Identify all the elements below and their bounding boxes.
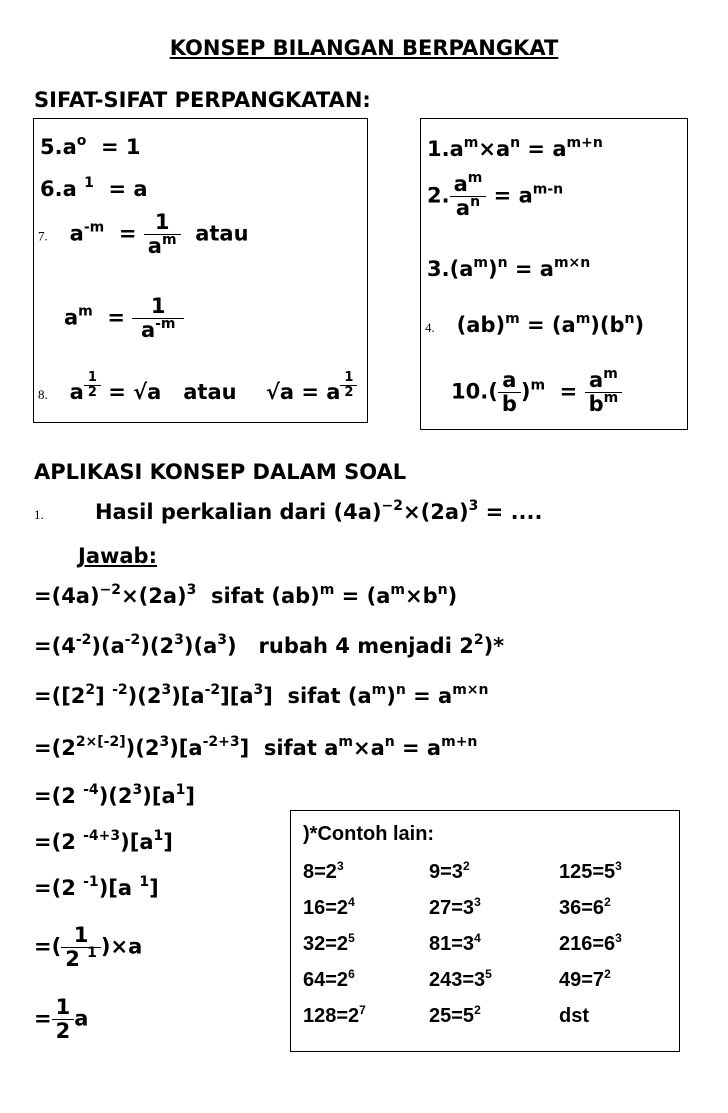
prop-6: 6.a $^1$ = a (40, 175, 148, 201)
contoh-cell: $27=3^3$ (429, 895, 481, 919)
step-6: =(2 $^{-4+3})[a^1]$ (34, 828, 173, 854)
jawab-label: Jawab: (78, 544, 157, 568)
contoh-cell: $36=6^2$ (559, 895, 611, 919)
right-properties-box (420, 118, 688, 430)
step-1: $=(4a)^{-2}\times(2a)^3$ sifat $(ab)^m = (a^m\times b^n)$ (34, 582, 458, 608)
step-3: $=([2^2]$ $^{-2})(2^3)[a^{-2}][a^3]$ sifat $(a^m)^n = a^{m\times n}$ (34, 682, 489, 708)
prop-4: 4. $(ab)^m = (a^m)(b^n)$ (425, 311, 645, 337)
prop-8: 8. a $^{\frac{1}{2}}$ = √a atau √a = a $^{\frac{1}{2}}$ (38, 371, 357, 404)
contoh-cell: $8=2^3$ (303, 859, 344, 883)
sifat-heading: SIFAT-SIFAT PERPANGKATAN: (34, 88, 371, 112)
question-1: 1. Hasil perkalian dari $(4a)^{-2}\times(2a)^3$ = .... (34, 498, 543, 524)
left-properties-box (33, 118, 368, 423)
step-4: $=(2^{2\times[-2]})(2^3)[a^{-2+3}]$ sifat $a^m\times a^n = a^{m+n}$ (34, 734, 478, 760)
contoh-cell: $49=7^2$ (559, 967, 611, 991)
step-7: =(2 $^{-1}$)[a $^1$] (34, 874, 159, 900)
contoh-cell: dst (559, 1005, 589, 1027)
contoh-cell: $9=3^2$ (429, 859, 470, 883)
contoh-cell: $25=5^2$ (429, 1003, 481, 1027)
prop-7: 7. $a^{-m}$ = $\frac{1}{a^m}$ atau (38, 210, 249, 259)
prop-10: 10.( $\frac{a}{b}$ )$^m$ = $\frac{a^m}{b^m}$ (451, 369, 622, 416)
step-5: =(2 $^{-4})(2^3)[a^1]$ (34, 782, 195, 808)
contoh-cell: $64=2^6$ (303, 967, 355, 991)
contoh-cell: $128=2^7$ (303, 1003, 366, 1027)
contoh-cell: $243=3^5$ (429, 967, 492, 991)
contoh-cell: $81=3^4$ (429, 931, 481, 955)
prop-3: $3.(a^m)^n = a^{m\times n}$ (427, 255, 591, 281)
aplikasi-heading: APLIKASI KONSEP DALAM SOAL (34, 460, 407, 484)
step-9: = $\frac{1}{2}$ a (34, 995, 89, 1044)
contoh-box (290, 810, 680, 1052)
contoh-cell: $32=2^5$ (303, 931, 355, 955)
prop-1: $1.a^m\times a^n = a^{m+n}$ (427, 135, 603, 161)
step-8: =( $\frac{1}{2 ^1}$ )×a (34, 923, 143, 972)
page-title: KONSEP BILANGAN BERPANGKAT (169, 36, 559, 60)
contoh-cell: $125=5^3$ (559, 859, 622, 883)
prop-7b: $a^m$ = $\frac{1}{a^{-m}}$ (64, 295, 184, 342)
contoh-title: )*Contoh lain: (303, 823, 435, 845)
prop-5: $5.a^o = 1$ (40, 133, 141, 159)
contoh-cell: $16=2^4$ (303, 895, 355, 919)
step-2: $=(4^{-2})(a^{-2})(2^3)(a^3)$ rubah 4 menjadi $2^2)*$ (34, 632, 505, 658)
contoh-cell: $216=6^3$ (559, 931, 622, 955)
prop-2: 2. $\frac{a^m}{a^n}$ = $a^{m-n}$ (427, 170, 564, 221)
